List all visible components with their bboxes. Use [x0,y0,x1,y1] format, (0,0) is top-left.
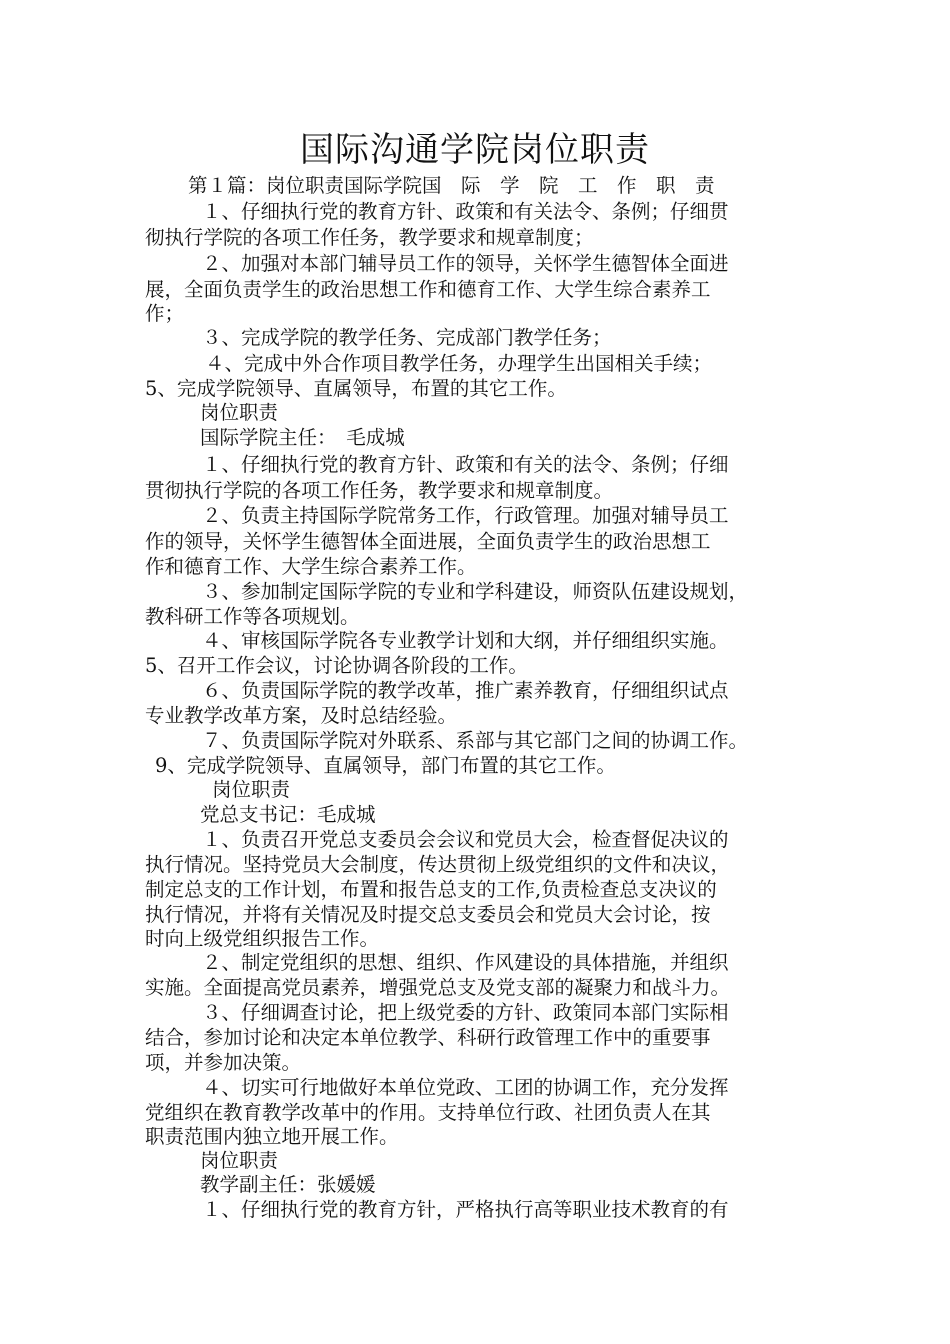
subheading: 岗位职责 [200,401,279,424]
text-line: ６、负责国际学院的教学改革，推广素养教育，仔细组织试点 [202,679,729,702]
text-line: １、负责召开党总支委员会会议和党员大会，检查督促决议的 [202,828,729,851]
text-line: 时向上级党组织报告工作。 [145,927,380,950]
text-line: ４、切实可行地做好本单位党政、工团的协调工作，充分发挥 [202,1076,729,1099]
text-line: 彻执行学院的各项工作任务，教学要求和规章制度； [145,226,594,249]
text-line: ７、负责国际学院对外联系、系部与其它部门之间的协调工作。 [202,729,749,752]
text-line: １、仔细执行党的教育方针、政策和有关的法令、条例；仔细 [202,453,729,476]
text-line: 项，并参加决策。 [145,1051,302,1074]
text-line: 5、完成学院领导、直属领导，布置的其它工作。 [145,377,567,400]
subheading: 岗位职责 [212,778,291,801]
role-line: 党总支书记：毛成城 [200,803,376,826]
text-line: 作； [145,302,185,325]
role-line: 国际学院主任： 毛成城 [200,426,405,449]
text-line: 贯彻执行学院的各项工作任务，教学要求和规章制度。 [145,479,614,502]
text-line: ２、负责主持国际学院常务工作，行政管理。加强对辅导员工 [202,504,729,527]
text-line: ３、参加制定国际学院的专业和学科建设，师资队伍建设规划， [202,580,749,603]
text-line: 9、完成学院领导、直属领导，部门布置的其它工作。 [155,754,616,777]
section-heading: 第１篇：岗位职责国际学院国 际 学 院 工 作 职 责 [188,174,715,197]
role-line: 教学副主任：张媛媛 [200,1173,376,1196]
text-line: ３、仔细调查讨论，把上级党委的方针、政策同本部门实际相 [202,1001,729,1024]
text-line: １、仔细执行党的教育方针，严格执行高等职业技术教育的有 [202,1198,729,1221]
text-line: 执行情况，并将有关情况及时提交总支委员会和党员大会讨论，按 [145,903,711,926]
text-line: 专业教学改革方案，及时总结经验。 [145,704,458,727]
text-line: ３、完成学院的教学任务、完成部门教学任务； [202,326,612,349]
text-line: ４、审核国际学院各专业教学计划和大纲，并仔细组织实施。 [202,629,729,652]
text-line: 党组织在教育教学改革中的作用。支持单位行政、社团负责人在其 [145,1101,711,1124]
text-line: 作的领导，关怀学生德智体全面进展，全面负责学生的政治思想工 [145,530,711,553]
text-line: 结合，参加讨论和决定本单位教学、科研行政管理工作中的重要事 [145,1026,711,1049]
text-line: 5、召开工作会议，讨论协调各阶段的工作。 [145,654,528,677]
text-line: 职责范围内独立地开展工作。 [145,1125,399,1148]
text-line: ２、加强对本部门辅导员工作的领导，关怀学生德智体全面进 [202,252,729,275]
document-title: 国际沟通学院岗位职责 [300,130,650,170]
text-line: 展，全面负责学生的政治思想工作和德育工作、大学生综合素养工 [145,278,711,301]
text-line: 制定总支的工作计划，布置和报告总支的工作,负责检查总支决议的 [145,878,717,901]
text-line: ４、完成中外合作项目教学任务，办理学生出国相关手续； [205,352,713,375]
text-line: ２、制定党组织的思想、组织、作风建设的具体措施，并组织 [202,951,729,974]
subheading: 岗位职责 [200,1149,279,1172]
text-line: 实施。全面提高党员素养，增强党总支及党支部的凝聚力和战斗力。 [145,976,731,999]
text-line: １、仔细执行党的教育方针、政策和有关法令、条例；仔细贯 [202,200,729,223]
text-line: 执行情况。坚持党员大会制度，传达贯彻上级党组织的文件和决议， [145,853,731,876]
text-line: 教科研工作等各项规划。 [145,605,360,628]
text-line: 作和德育工作、大学生综合素养工作。 [145,555,477,578]
